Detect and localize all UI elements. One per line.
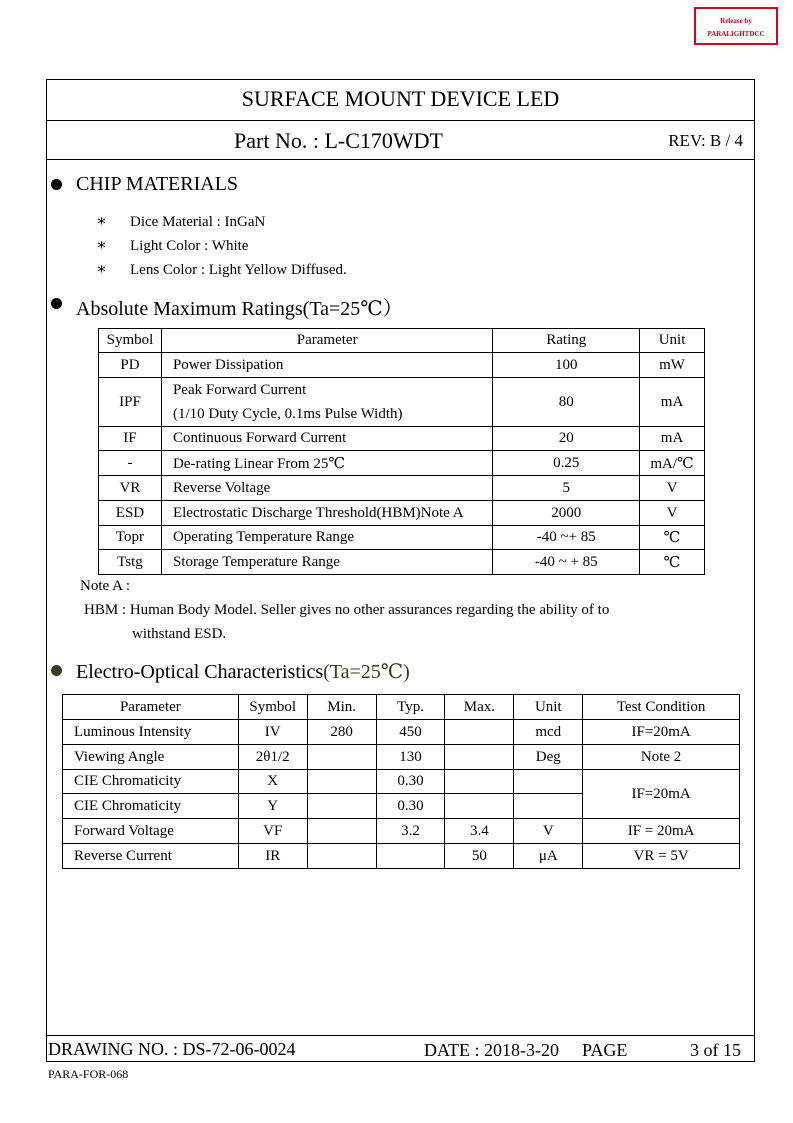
page-label: PAGE [582,1040,628,1060]
asterisk-icon: ∗ [96,237,107,254]
release-stamp [694,7,778,45]
col-header: Max. [445,695,514,720]
rating-cell: 0.25 [493,451,640,476]
table-row [63,844,740,869]
rating-cell: -40 ~ + 85 [493,550,640,575]
symbol-cell: IF [99,427,162,451]
table-row [99,501,705,526]
col-header: Symbol [238,695,307,720]
col-header: Parameter [63,695,239,720]
table-row [99,353,705,378]
unit-cell: V [640,501,705,526]
condition-cell: IF = 20mA [583,819,740,844]
typ-cell: 450 [376,720,445,745]
asterisk-icon: ∗ [96,261,107,278]
typ-cell: 130 [376,745,445,770]
parameter-cell: CIE Chromaticity [63,794,239,819]
min-cell [307,770,376,794]
symbol-cell: IPF [99,378,162,427]
eo-title [76,659,410,684]
table-row [99,378,705,427]
parameter-cell [161,378,492,427]
max-cell [445,770,514,794]
chip-item [96,211,265,231]
condition-cell: IF=20mA [583,770,740,819]
bullet-icon [51,179,62,190]
parameter-cell: Viewing Angle [63,745,239,770]
drawing-number: DRAWING NO. : DS-72-06-0024 [48,1039,296,1059]
symbol-cell: IV [238,720,307,745]
amr-title [76,292,403,321]
unit-cell [514,770,583,794]
form-number: PARA-FOR-068 [48,1067,129,1081]
min-cell [307,745,376,770]
parameter-cell: Continuous Forward Current [161,427,492,451]
symbol-cell: IR [238,844,307,869]
condition-cell: Note 2 [583,745,740,770]
amr-title-main: Absolute Maximum Ratings(Ta=25 [76,298,361,320]
note-text-line1: HBM : Human Body Model. Seller gives no other assurances regarding the ability of to [84,602,610,618]
col-header: Typ. [376,695,445,720]
symbol-cell: VR [99,476,162,501]
header-divider [46,159,755,160]
rating-cell: 80 [493,378,640,427]
symbol-cell: PD [99,353,162,378]
unit-cell: mA [640,378,705,427]
symbol-cell: 2θ1/2 [238,745,307,770]
unit-cell: mA/℃ [640,451,705,476]
table-row [99,427,705,451]
col-header: Min. [307,695,376,720]
typ-cell: 0.30 [376,794,445,819]
typ-cell: 3.2 [376,819,445,844]
parameter-cell: Luminous Intensity [63,720,239,745]
symbol-cell: - [99,451,162,476]
col-header: Unit [514,695,583,720]
eo-title-suffix: (Ta=25℃) [323,661,410,683]
title-divider [46,120,755,121]
chip-materials-title: CHIP MATERIALS [76,173,239,195]
unit-cell: mcd [514,720,583,745]
parameter-line1: Peak Forward Current [172,382,307,398]
unit-cell: Deg [514,745,583,770]
table-header-row [99,329,705,353]
col-header: Rating [493,329,640,353]
part-number: Part No. : L-C170WDT [234,128,443,153]
symbol-cell: X [238,770,307,794]
table-row [63,819,740,844]
bullet-icon [51,298,62,309]
bullet-icon [51,665,62,676]
max-cell [445,720,514,745]
amr-title-suffix: ℃） [360,298,403,320]
revision: REV: B / 4 [668,131,743,150]
unit-cell: mW [640,353,705,378]
footer-divider [754,1035,755,1061]
amr-table [98,328,705,575]
unit-cell: ℃ [640,550,705,575]
min-cell: 280 [307,720,376,745]
col-header: Parameter [161,329,492,353]
frame-top-line [46,79,755,80]
asterisk-icon: ∗ [96,213,107,230]
symbol-cell: VF [238,819,307,844]
chip-item-text: Light Color : White [130,238,249,254]
table-row [99,526,705,550]
symbol-cell: Tstg [99,550,162,575]
col-header: Symbol [99,329,162,353]
note-label: Note A : [80,578,131,594]
unit-cell: ℃ [640,526,705,550]
parameter-cell: Electrostatic Discharge Threshold(HBM)Note A [161,501,492,526]
table-row [63,770,740,794]
unit-cell: V [640,476,705,501]
table-row [63,720,740,745]
typ-cell [376,844,445,869]
page-number: 3 of 15 [690,1040,741,1060]
condition-cell: VR = 5V [583,844,740,869]
document-date: DATE : 2018-3-20 [424,1040,559,1060]
min-cell [307,794,376,819]
chip-item [96,235,248,255]
unit-cell: V [514,819,583,844]
parameter-cell: Power Dissipation [161,353,492,378]
frame-bottom-line [46,1061,755,1062]
max-cell: 50 [445,844,514,869]
chip-item-text: Dice Material : InGaN [130,214,266,230]
chip-item [96,259,347,279]
col-header: Test Condition [583,695,740,720]
stamp-line1: Release by [720,17,752,25]
symbol-cell: Topr [99,526,162,550]
symbol-cell: ESD [99,501,162,526]
col-header: Unit [640,329,705,353]
max-cell [445,745,514,770]
parameter-cell: Storage Temperature Range [161,550,492,575]
min-cell [307,844,376,869]
stamp-line2: PARALIGHTDCC [707,30,765,38]
table-row [99,451,705,476]
parameter-line2: (1/10 Duty Cycle, 0.1ms Pulse Width) [172,406,403,422]
symbol-cell: Y [238,794,307,819]
parameter-cell: Operating Temperature Range [161,526,492,550]
unit-cell: μA [514,844,583,869]
parameter-cell: Forward Voltage [63,819,239,844]
parameter-cell: De-rating Linear From 25℃ [161,451,492,476]
typ-cell: 0.30 [376,770,445,794]
table-row [99,550,705,575]
document-title: SURFACE MOUNT DEVICE LED [241,86,560,111]
max-cell: 3.4 [445,819,514,844]
rating-cell: -40 ~+ 85 [493,526,640,550]
condition-cell: IF=20mA [583,720,740,745]
rating-cell: 100 [493,353,640,378]
rating-cell: 2000 [493,501,640,526]
unit-cell: mA [640,427,705,451]
note-text-line2: withstand ESD. [132,626,227,642]
max-cell [445,794,514,819]
chip-item-text: Lens Color : Light Yellow Diffused. [130,262,347,278]
eo-title-main: Electro-Optical Characteristics [76,661,324,683]
parameter-cell: Reverse Voltage [161,476,492,501]
table-row [63,745,740,770]
table-header-row [63,695,740,720]
parameter-cell: CIE Chromaticity [63,770,239,794]
rating-cell: 20 [493,427,640,451]
parameter-cell: Reverse Current [63,844,239,869]
unit-cell [514,794,583,819]
rating-cell: 5 [493,476,640,501]
table-row [99,476,705,501]
min-cell [307,819,376,844]
footer-top-line [46,1035,755,1036]
eo-table [62,694,740,869]
